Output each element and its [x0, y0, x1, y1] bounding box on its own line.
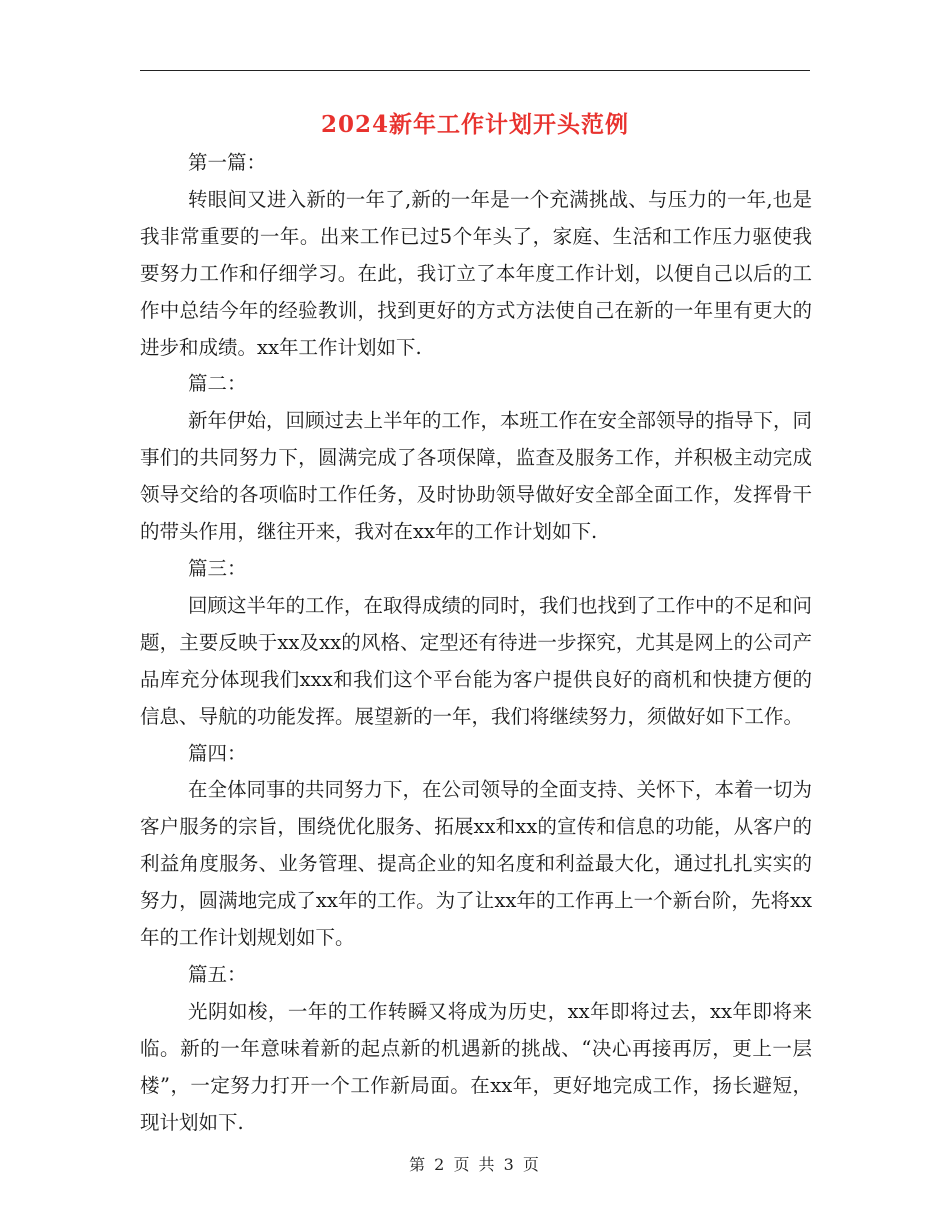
section-heading: 篇三： [188, 556, 247, 580]
section-paragraph: 转眼间又进入新的一年了,新的一年是一个充满挑战、与压力的一年,也是我非常重要的一年。出来工作已过5个年头了，家庭、生活和工作压力驱使我要努力工作和仔细学习。在此，我订立了本年度工作计划，以便自己以后的工作中总结今年的经验教训，找到更好的方式方法使自己在新的一年里有更大的进步和成绩。xx年工作计划如下. [140, 187, 812, 359]
section-4 [140, 736, 812, 957]
section-heading: 篇五： [188, 962, 247, 986]
section-heading: 篇四： [188, 741, 247, 765]
header-rule [140, 70, 810, 71]
section-paragraph: 光阴如梭，一年的工作转瞬又将成为历史，xx年即将过去，xx年即将来临。新的一年意味着新的起点新的机遇新的挑战、“决心再接再厉，更上一层楼”，一定努力打开一个工作新局面。在xx年，更好地完成工作，扬长避短，现计划如下. [140, 999, 812, 1134]
document-title: 2024新年工作计划开头范例 [320, 111, 629, 138]
section-2 [140, 366, 812, 551]
section-heading: 篇二： [188, 372, 247, 396]
section-heading: 第一篇： [188, 151, 267, 174]
section-3 [140, 551, 812, 736]
document-body [140, 145, 812, 1141]
section-paragraph: 回顾这半年的工作，在取得成绩的同时，我们也找到了工作中的不足和问题，主要反映于xx及xx的风格、定型还有待进一步探究，尤其是网上的公司产品库充分体现我们xxx和我们这个平台能为客户提供良好的商机和快捷方便的信息、导航的功能发挥。展望新的一年，我们将继续努力，须做好如下工作。 [140, 593, 813, 728]
section-paragraph: 新年伊始，回顾过去上半年的工作，本班工作在安全部领导的指导下，同事们的共同努力下，圆满完成了各项保障，监查及服务工作，并积极主动完成领导交给的各项临时工作任务，及时协助领导做好安全部全面工作，发挥骨干的带头作用，继往开来，我对在xx年的工作计划如下. [140, 409, 813, 544]
section-paragraph: 在全体同事的共同努力下，在公司领导的全面支持、关怀下，本着一切为客户服务的宗旨，围绕优化服务、拓展xx和xx的宣传和信息的功能，从客户的利益角度服务、业务管理、提高企业的知名度和利益最大化，通过扎扎实实的努力，圆满地完成了xx年的工作。为了让xx年的工作再上一个新台阶，先将xx年的工作计划规划如下。 [140, 778, 813, 950]
section-5 [140, 957, 812, 1142]
page-footer: 第 2 页 共 3 页 [409, 1155, 541, 1174]
section-1 [140, 145, 812, 366]
